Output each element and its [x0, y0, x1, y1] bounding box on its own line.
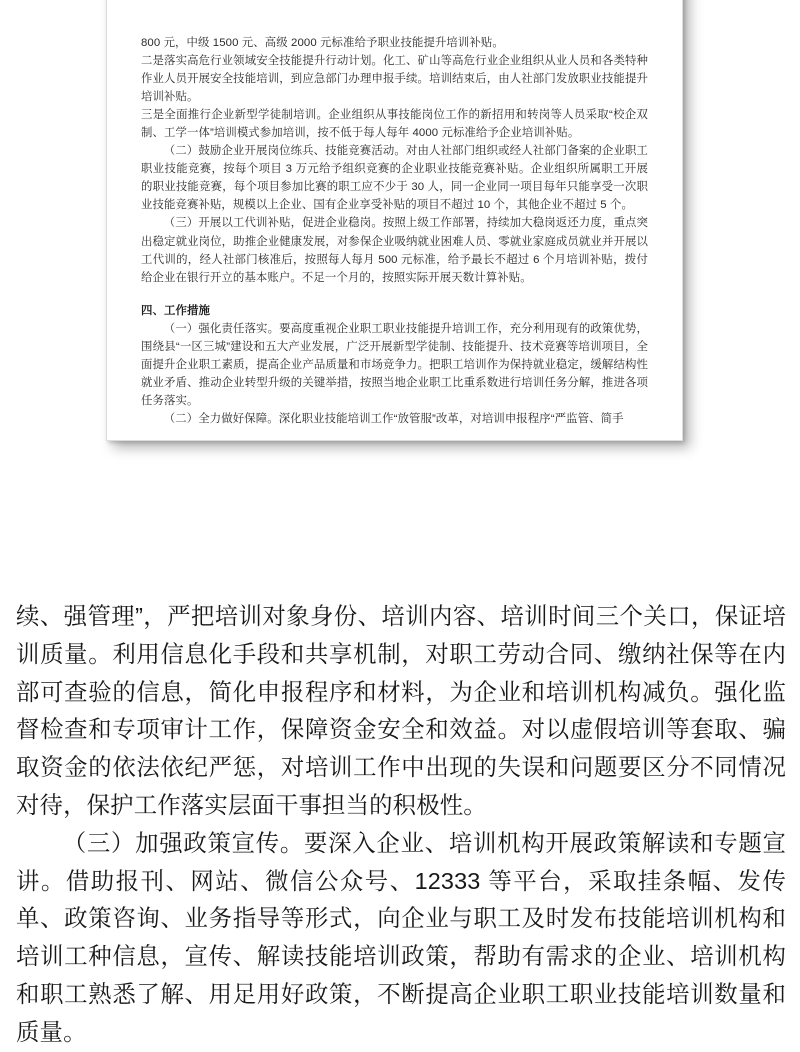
scanned-document-page	[106, 0, 683, 441]
scan-paragraph: 三是全面推行企业新型学徒制培训。企业组织从事技能岗位工作的新招用和转岗等人员采取“校企双制、工学一体”培训模式参加培训，按不低于每人每年 4000 元标准给予企业培训补贴。	[141, 109, 648, 140]
scan-section-heading: 四、工作措施	[141, 304, 210, 317]
main-body-text	[16, 598, 786, 1052]
scan-paragraph: （三）开展以工代训补贴，促进企业稳岗。按照上级工作部署，持续加大稳岗返还力度，重点突出稳定就业岗位，助推企业健康发展，对参保企业吸纳就业困难人员、零就业家庭成员就业并开展以工代训的，经人社部门核准后，按照每人每月 500 元标准，给予最长不超过 6 个月培训补贴，拨付给企业在银行开立的基本账户。不足一个月的，按照实际开展天数计算补贴。	[141, 217, 648, 284]
scan-paragraph: （一）强化责任落实。要高度重视企业职工职业技能提升培训工作，充分利用现有的政策优势，围绕县“一区三城”建设和五大产业发展，广泛开展新型学徒制、技能提升、技术竞赛等培训项目，全面提升企业职工素质，提高企业产品质量和市场竞争力。把职工培训作为保持就业稳定，缓解结构性就业矛盾、推动企业转型升级的关键举措，按照当地企业职工比重系数进行培训任务分解，推进各项任务落实。	[141, 322, 648, 407]
scanned-document-text-block	[107, 34, 682, 440]
body-paragraph: 续、强管理”，严把培训对象身份、培训内容、培训时间三个关口，保证培训质量。利用信息化手段和共享机制，对职工劳动合同、缴纳社保等在内部可查验的信息，简化申报程序和材料，为企业和培训机构减负。强化监督检查和专项审计工作，保障资金安全和效益。对以虚假培训等套取、骗取资金的依法依纪严惩，对培训工作中出现的失误和问题要区分不同情况对待，保护工作落实层面干事担当的积极性。	[16, 603, 786, 818]
scanned-document-card	[106, 0, 683, 441]
scan-paragraph: （二）鼓励企业开展岗位练兵、技能竞赛活动。对由人社部门组织或经人社部门备案的企业职工职业技能竞赛，按每个项目 3 万元给予组织竞赛的企业职业技能竞赛补贴。企业组织所属职工开展的职业技能竞赛，每个项目参加比赛的职工应不少于 30 人，同一企业同一项目每年只能享受一次职业技能竞赛补贴，规模以上企业、国有企业享受补贴的项目不超过 10 个，其他企业不超过 5 个。	[141, 145, 648, 212]
scan-paragraph: （二）全力做好保障。深化职业技能培训工作“放管服”改革，对培训申报程序“严监管、简手	[163, 412, 624, 425]
scan-paragraph: 二是落实高危行业领域安全技能提升行动计划。化工、矿山等高危行业企业组织从业人员和各类特种作业人员开展安全技能培训，到应急部门办理申报手续。培训结束后，由人社部门发放职业技能提升培训补贴。	[141, 55, 648, 104]
body-paragraph: （三）加强政策宣传。要深入企业、培训机构开展政策解读和专题宣讲。借助报刊、网站、微信公众号、12333 等平台，采取挂条幅、发传单、政策咨询、业务指导等形式，向企业与职工及时发布技能培训机构和培训工种信息，宣传、解读技能培训政策，帮助有需求的企业、培训机构和职工熟悉了解、用足用好政策，不断提高企业职工职业技能培训数量和质量。	[16, 829, 786, 1045]
scan-paragraph: 800 元，中级 1500 元、高级 2000 元标准给予职业技能提升培训补贴。	[141, 37, 504, 50]
